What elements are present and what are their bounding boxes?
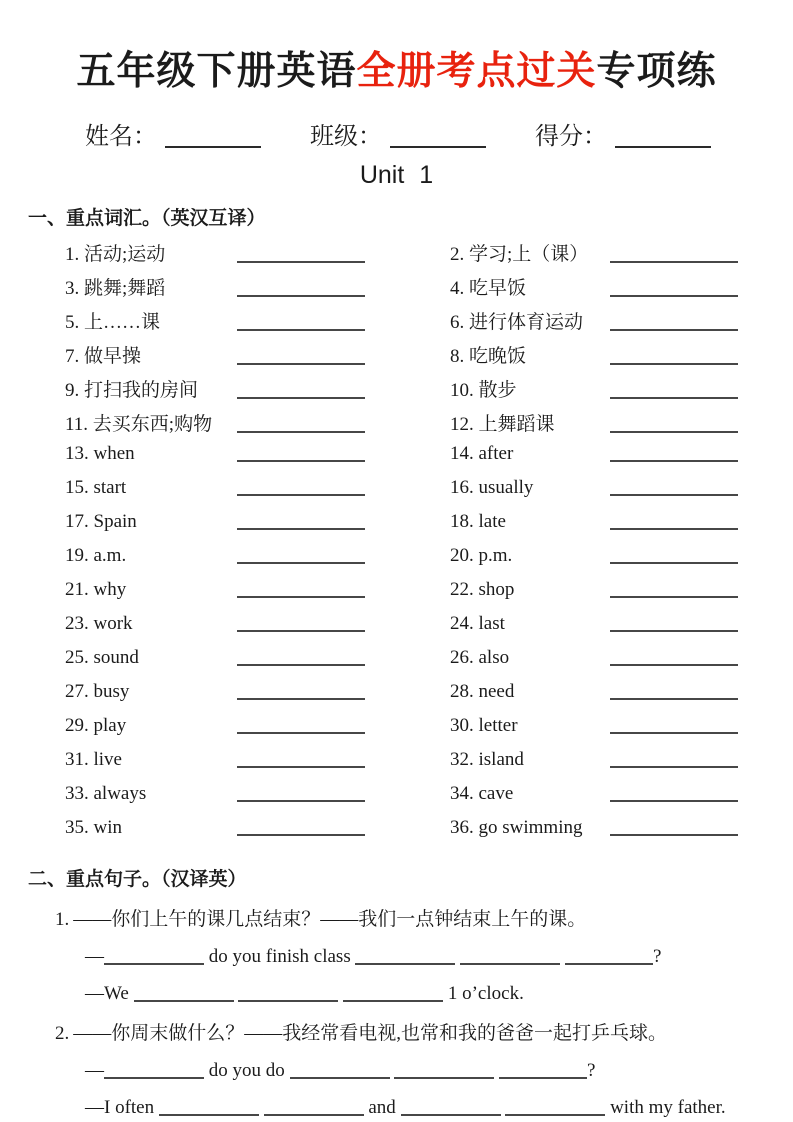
vocab-answer-blank[interactable] [610,460,738,462]
vocab-item-label: 26. also [450,647,510,668]
vocab-answer-blank[interactable] [610,397,738,399]
score-label: 得分： [535,124,607,150]
vocab-item-label: 19. a.m. [65,545,127,566]
vocab-answer-blank[interactable] [237,562,365,564]
vocab-item [65,715,450,749]
vocab-item-label: 34. cave [450,783,514,804]
answer-blank[interactable] [401,1114,501,1116]
vocab-item-label: 28. need [450,681,515,702]
vocab-answer-blank[interactable] [610,261,738,263]
vocab-item-label: 27. busy [65,681,130,702]
vocab-item-label: 31. live [65,749,122,770]
name-field [85,116,261,151]
vocab-item [450,681,740,715]
vocab-answer-blank[interactable] [610,630,738,632]
vocab-item-label: 29. play [65,715,127,736]
vocab-item-label: 36. go swimming [450,817,583,838]
q2-a1-end: ? [587,1060,596,1081]
q2-answer-line-2 [85,1097,793,1119]
vocab-item [65,341,450,375]
vocab-item [450,783,740,817]
vocab-answer-blank[interactable] [610,363,738,365]
student-info-row [85,116,793,151]
vocab-item-label: 9. 打扫我的房间 [65,380,199,401]
answer-blank[interactable] [565,963,653,965]
q2-prompt-text: ——你周末做什么？——我经常看电视,也常和我的爸爸一起打乒乓球。 [73,1023,668,1044]
answer-blank[interactable] [264,1114,364,1116]
vocab-item-label: 24. last [450,613,505,634]
vocab-answer-blank[interactable] [237,329,365,331]
vocab-item-label: 1. 活动;运动 [65,244,166,265]
answer-blank[interactable] [355,963,455,965]
vocab-item-label: 10. 散步 [450,380,517,401]
title-part-red: 全册考点过关 [356,50,597,93]
vocab-answer-blank[interactable] [610,596,738,598]
vocab-item [65,545,450,579]
vocab-section-heading: 一、重点词汇。（英汉互译） [28,208,266,229]
vocab-item-label: 18. late [450,511,506,532]
vocab-item-label: 22. shop [450,579,515,600]
dash: — [85,946,104,967]
vocab-item-label: 32. island [450,749,524,770]
vocab-item [65,477,450,511]
vocab-item [450,239,740,273]
vocab-answer-blank[interactable] [610,528,738,530]
vocab-item [450,613,740,647]
answer-blank[interactable] [460,963,560,965]
vocab-item-label: 33. always [65,783,147,804]
vocab-item [65,681,450,715]
vocab-answer-blank[interactable] [237,800,365,802]
vocab-answer-blank[interactable] [237,431,365,433]
title-part-right: 专项练 [596,50,717,93]
vocab-answer-blank[interactable] [610,698,738,700]
vocab-item [65,579,450,613]
name-label: 姓名： [85,124,157,150]
vocab-item [65,613,450,647]
vocab-answer-blank[interactable] [237,295,365,297]
vocab-answer-blank[interactable] [237,664,365,666]
vocab-item [65,647,450,681]
class-label: 班级： [310,124,382,150]
vocab-item [450,477,740,511]
vocab-item [65,307,450,341]
vocab-answer-blank[interactable] [610,834,738,836]
vocab-answer-blank[interactable] [237,494,365,496]
vocab-answer-blank[interactable] [237,834,365,836]
page-title [0,40,793,96]
vocab-item [450,307,740,341]
vocab-item [65,443,450,477]
answer-blank[interactable] [104,1077,204,1079]
vocab-list [65,239,793,851]
vocab-answer-blank[interactable] [610,295,738,297]
title-part-left: 五年级下册英语 [76,50,357,93]
answer-blank[interactable] [159,1114,259,1116]
vocab-answer-blank[interactable] [237,261,365,263]
vocab-item-label: 30. letter [450,715,518,736]
vocab-item [65,239,450,273]
vocab-item [65,817,450,851]
name-blank[interactable] [165,146,261,148]
q1-a2-end: 1 o’clock. [447,983,524,1004]
vocab-item [65,783,450,817]
vocab-item-label: 13. when [65,443,135,464]
score-blank[interactable] [615,146,711,148]
vocab-answer-blank[interactable] [237,698,365,700]
vocab-answer-blank[interactable] [610,800,738,802]
q1-a1-end: ? [652,946,662,967]
vocab-item-label: 7. 做早操 [65,346,142,367]
vocab-item-label: 3. 跳舞;舞蹈 [65,278,166,299]
vocab-answer-blank[interactable] [237,630,365,632]
q1-number: 1. [55,909,70,930]
vocab-answer-blank[interactable] [610,494,738,496]
vocab-item [450,409,740,443]
vocab-item [450,715,740,749]
q2-answer-line-1 [85,1060,793,1082]
vocab-item [450,647,740,681]
q2-a2-mid: and [368,1097,396,1118]
answer-blank[interactable] [134,1000,234,1002]
vocab-item-label: 21. why [65,579,127,600]
vocab-item [65,749,450,783]
vocab-item-label: 15. start [65,477,127,498]
vocab-answer-blank[interactable] [610,329,738,331]
vocab-item-label: 2. 学习;上（课） [450,244,589,265]
vocab-item [65,273,450,307]
vocab-item-label: 20. p.m. [450,545,513,566]
vocab-item [65,511,450,545]
vocab-item [450,443,740,477]
vocab-answer-blank[interactable] [610,664,738,666]
class-blank[interactable] [390,146,486,148]
q1-a1-text: do you finish class [208,946,351,967]
answer-blank[interactable] [104,963,204,965]
vocab-item-label: 25. sound [65,647,139,668]
q1-a2-start: —We [85,983,129,1004]
vocab-answer-blank[interactable] [237,732,365,734]
answer-blank[interactable] [499,1077,587,1079]
vocab-answer-blank[interactable] [610,732,738,734]
vocab-item [65,375,450,409]
vocab-item-label: 4. 吃早饭 [450,278,527,299]
vocab-item [450,273,740,307]
q2-prompt [55,1018,793,1045]
vocab-item [65,409,450,443]
q1-prompt [55,904,793,931]
vocab-item [450,375,740,409]
class-field [310,116,486,151]
vocab-item [450,817,740,851]
vocab-answer-blank[interactable] [237,528,365,530]
vocab-item-label: 35. win [65,817,122,838]
dash: — [85,1060,104,1081]
vocab-answer-blank[interactable] [610,431,738,433]
sentence-section [28,864,793,1119]
q2-a2-end: with my father. [610,1097,726,1118]
vocab-item [450,749,740,783]
q1-answer-line-2 [85,983,793,1005]
vocab-answer-blank[interactable] [237,363,365,365]
answer-blank[interactable] [394,1077,494,1079]
vocab-answer-blank[interactable] [610,766,738,768]
vocab-item [450,341,740,375]
vocab-item [450,579,740,613]
vocab-item-label: 5. 上……课 [65,312,161,333]
score-field [535,116,711,151]
answer-blank[interactable] [505,1114,605,1116]
q1-answer-line-1 [85,946,793,968]
vocab-item-label: 16. usually [450,477,534,498]
q2-number: 2. [55,1023,70,1044]
vocab-answer-blank[interactable] [237,460,365,462]
vocab-item-label: 14. after [450,443,514,464]
q2-a1-text: do you do [208,1060,285,1081]
vocab-item [450,511,740,545]
vocab-item-label: 11. 去买东西;购物 [65,414,213,435]
vocab-answer-blank[interactable] [610,562,738,564]
answer-blank[interactable] [238,1000,338,1002]
answer-blank[interactable] [343,1000,443,1002]
vocab-answer-blank[interactable] [237,766,365,768]
answer-blank[interactable] [290,1077,390,1079]
vocab-answer-blank[interactable] [237,596,365,598]
vocab-answer-blank[interactable] [237,397,365,399]
vocab-item-label: 6. 进行体育运动 [450,312,584,333]
vocab-item-label: 12. 上舞蹈课 [450,414,555,435]
sentence-section-heading: 二、重点句子。（汉译英） [28,869,247,890]
vocab-item [450,545,740,579]
vocab-item-label: 23. work [65,613,133,634]
unit-heading: Unit 1 [359,161,434,189]
vocab-item-label: 8. 吃晚饭 [450,346,527,367]
vocab-item-label: 17. Spain [65,511,137,532]
q2-a2-start: —I often [85,1097,155,1118]
q1-prompt-text: ——你们上午的课几点结束？——我们一点钟结束上午的课。 [73,909,587,930]
